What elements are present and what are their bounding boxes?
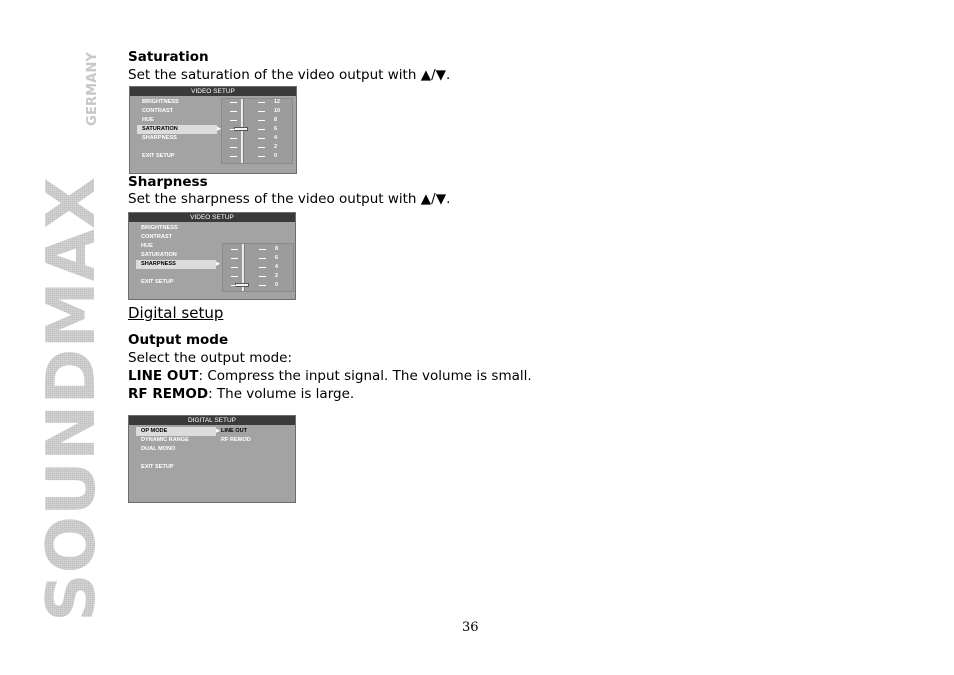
osd-title: DIGITAL SETUP [129,416,295,425]
rf-remod-text: : The volume is large. [208,386,355,402]
scale-tick [230,129,237,130]
osd-option-rf-remod[interactable]: RF REMOD [221,437,251,443]
scale-tick [230,156,237,157]
sharpness-heading: Sharpness [128,174,208,190]
scale-value-label: 4 [275,264,279,270]
osd-item-saturation[interactable]: SATURATION [141,252,177,258]
scale-value-label: 4 [274,135,278,141]
saturation-heading: Saturation [128,49,209,65]
osd-item-saturation[interactable]: SATURATION ▶ [137,125,217,134]
scale-tick [231,249,238,250]
scale-tick [230,120,237,121]
scale-tick [258,111,265,112]
osd-digital-setup [128,415,296,503]
scale-value-label: 6 [274,126,278,132]
scale-tick [258,147,265,148]
digital-setup-heading: Digital setup [128,304,224,322]
osd-title: VIDEO SETUP [130,87,296,96]
scale-tick [231,258,238,259]
scale-value-label: 0 [275,282,279,288]
osd-title: VIDEO SETUP [129,213,295,222]
osd-item-sharpness[interactable]: SHARPNESS ▶ [136,260,216,269]
osd-video-setup-sharpness [128,212,296,300]
scale-value-label: 12 [274,99,281,105]
saturation-level-scale[interactable] [221,98,293,164]
scale-value-label: 2 [275,273,279,279]
output-mode-description: Select the output mode: [128,350,293,366]
osd-item-dual-mono[interactable]: DUAL MONO [141,446,176,452]
scale-tick [230,147,237,148]
scale-tick [259,285,266,286]
scale-tick [259,276,266,277]
line-out-description [128,368,532,384]
page-number: 36 [462,620,479,635]
logo-brand-text: SOUNDMAX [32,180,110,622]
line-out-label: LINE OUT [128,368,199,384]
rf-remod-label: RF REMOD [128,386,209,402]
osd-item-sharpness[interactable]: SHARPNESS [142,135,177,141]
scale-tick [258,129,265,130]
osd-item-contrast[interactable]: CONTRAST [142,108,174,114]
scale-value-label: 2 [274,144,278,150]
scale-tick [230,111,237,112]
scale-tick [230,138,237,139]
scale-value-label: 8 [275,246,279,252]
scale-tick [259,267,266,268]
scale-tick [258,138,265,139]
osd-item-exit-setup[interactable]: EXIT SETUP [142,153,175,159]
slider-rail [241,99,244,163]
scale-tick [231,276,238,277]
osd-item-hue[interactable]: HUE [141,243,153,249]
osd-video-setup-saturation [129,86,297,174]
scale-tick [258,102,265,103]
scale-value-label: 8 [274,117,278,123]
scale-value-label: 10 [274,108,281,114]
sharpness-description: Set the sharpness of the video output with ▲/▼. [128,191,451,207]
osd-item-op-mode[interactable]: OP MODE ▶ [136,427,216,436]
scale-tick [258,120,265,121]
osd-item-brightness[interactable]: BRIGHTNESS [141,225,178,231]
scale-value-label: 6 [275,255,279,261]
sharpness-level-scale[interactable] [222,243,294,292]
saturation-description: Set the saturation of the video output with ▲/▼. [128,67,451,83]
scale-tick [230,102,237,103]
scale-tick [258,156,265,157]
logo-sub-text: GERMANY [85,53,100,126]
osd-item-exit-setup[interactable]: EXIT SETUP [141,464,174,470]
osd-item-brightness[interactable]: BRIGHTNESS [142,99,179,105]
rf-remod-description [128,386,354,402]
osd-option-line-out[interactable]: LINE OUT [221,428,248,434]
output-mode-heading: Output mode [128,332,229,348]
line-out-text: : Compress the input signal. The volume is small. [198,368,532,384]
scale-tick [259,249,266,250]
osd-item-contrast[interactable]: CONTRAST [141,234,173,240]
soundmax-logo [32,50,110,625]
osd-item-exit-setup[interactable]: EXIT SETUP [141,279,174,285]
scale-value-label: 0 [274,153,278,159]
scale-tick [259,258,266,259]
scale-tick [231,267,238,268]
scale-tick [231,285,238,286]
osd-item-hue[interactable]: HUE [142,117,154,123]
osd-item-dynamic-range[interactable]: DYNAMIC RANGE [141,437,189,443]
